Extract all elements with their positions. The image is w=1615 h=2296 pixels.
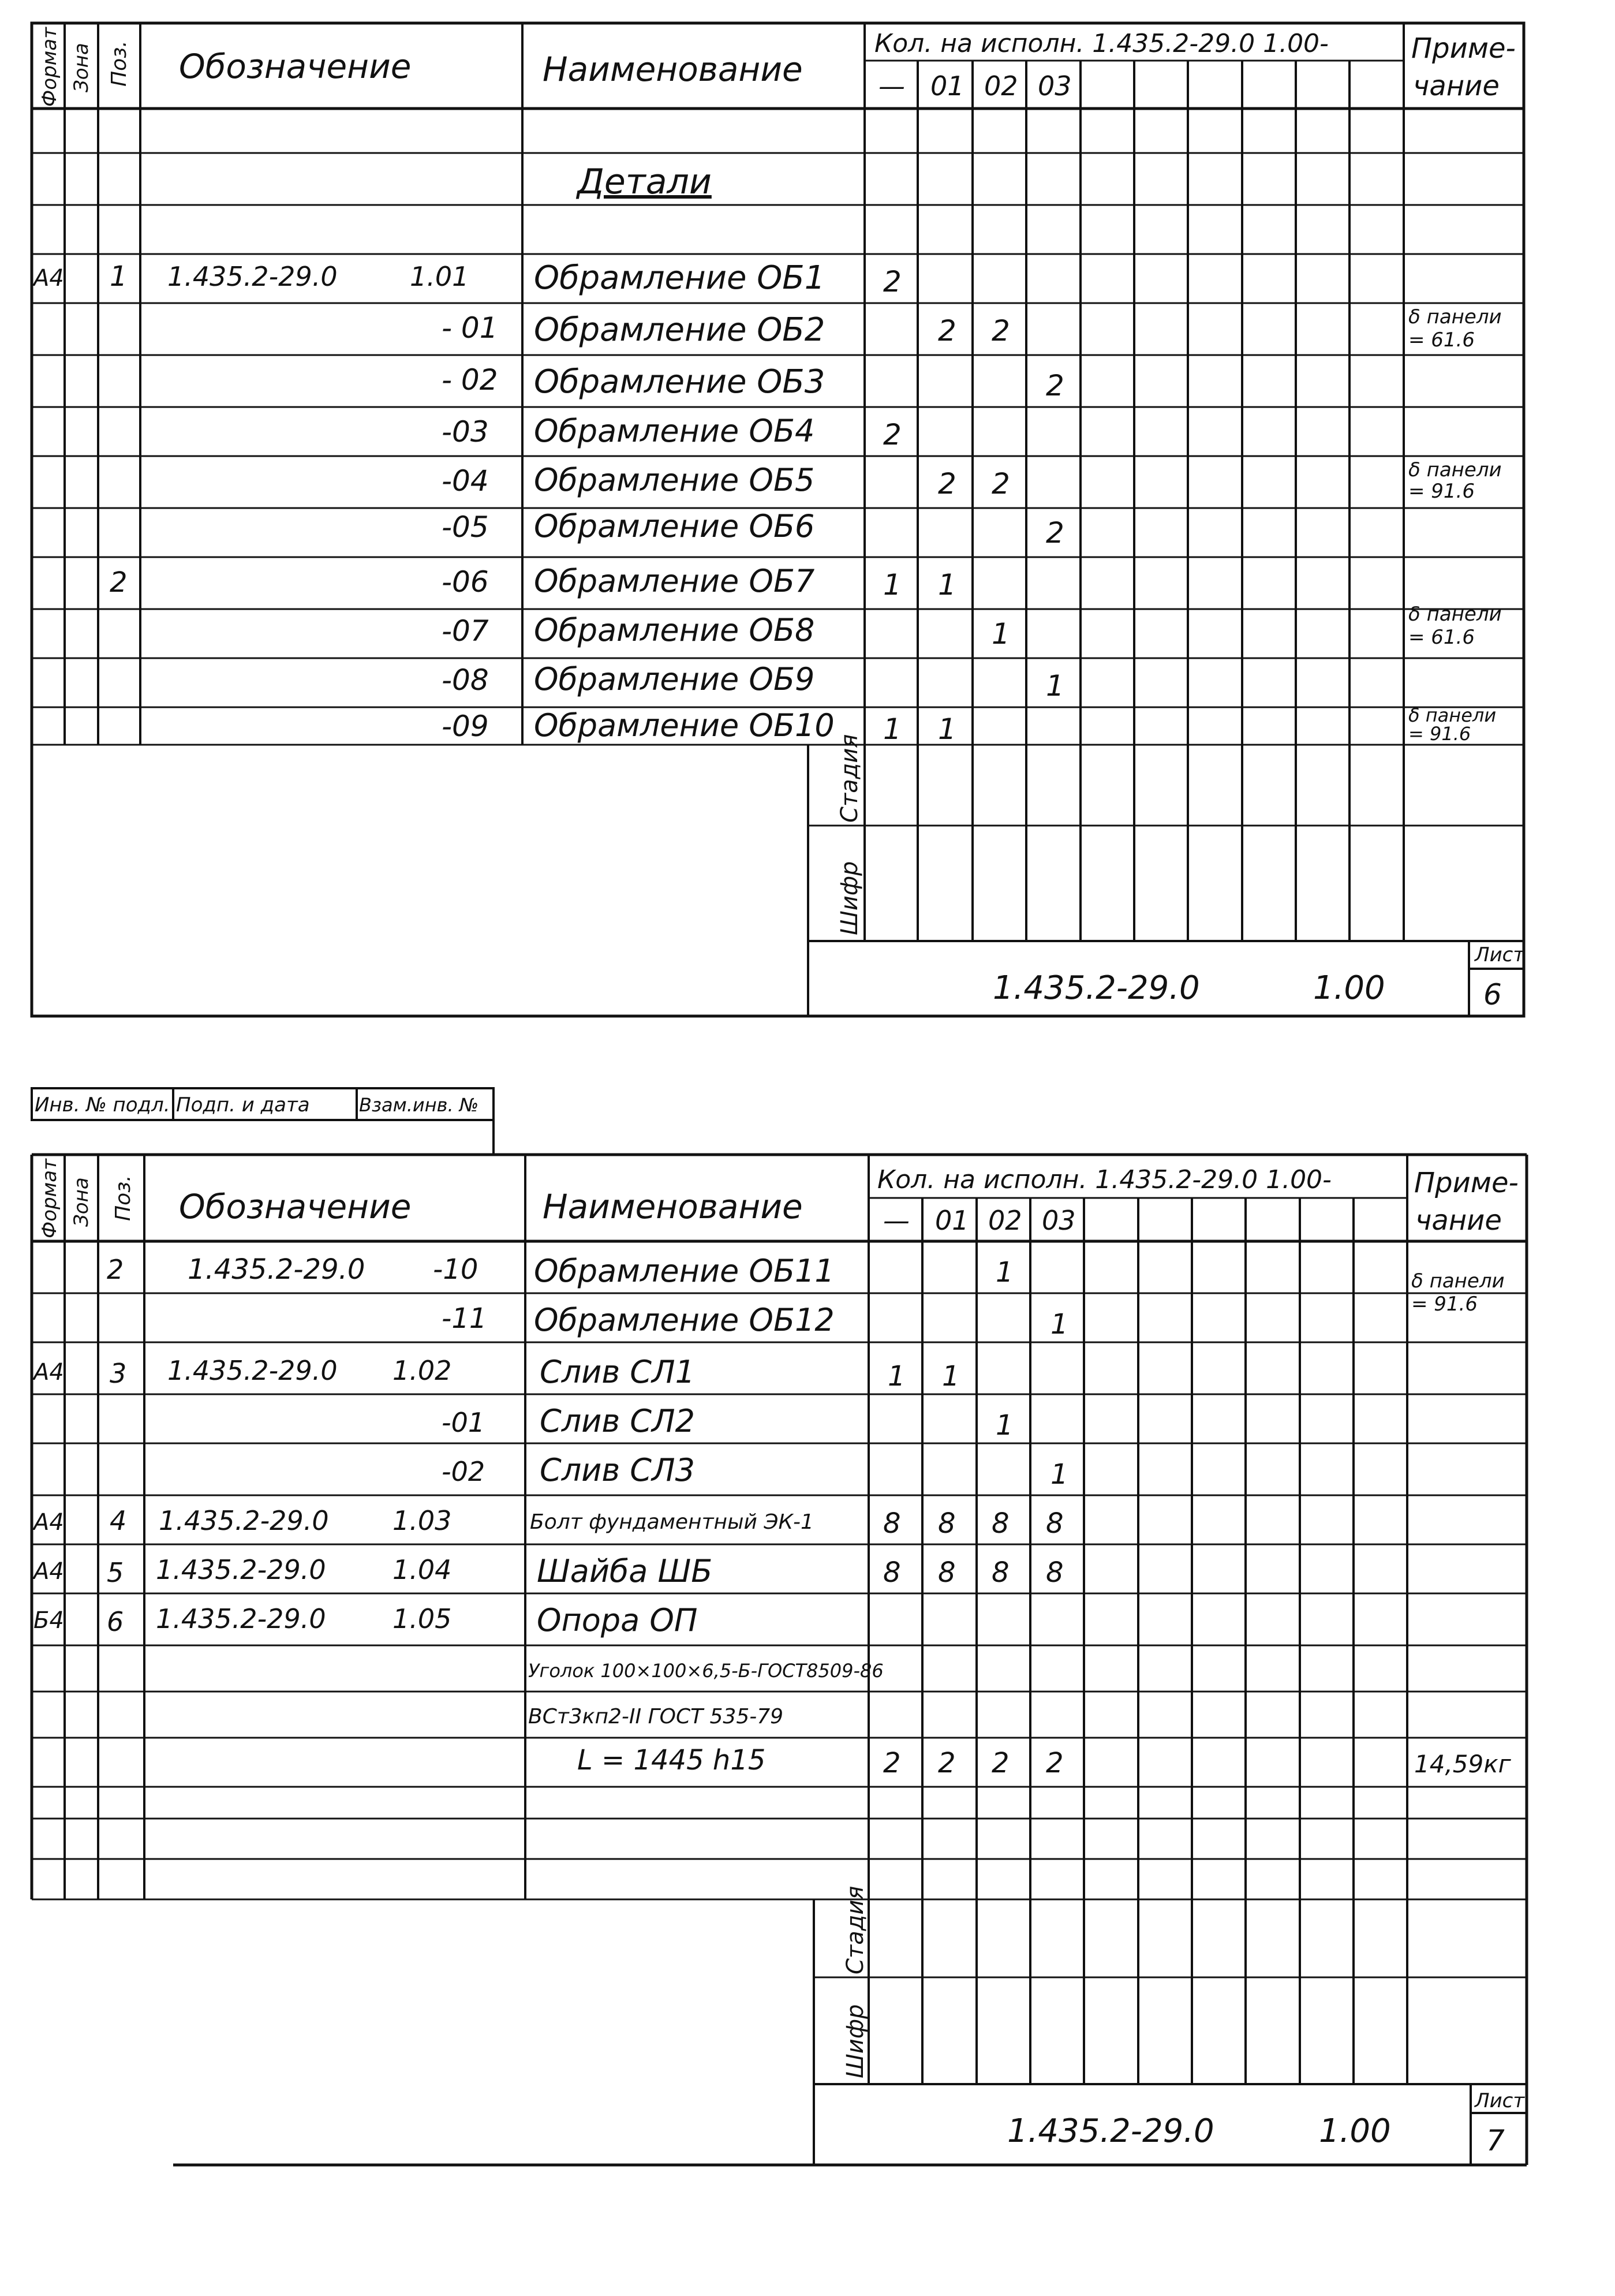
s6-row7-pos: 2 <box>110 566 128 599</box>
s7-row6-des-suffix: 1.03 <box>392 1505 452 1536</box>
s6-row2-q1: 2 <box>938 314 956 348</box>
s6-row9-name: Обрамление ОБ9 <box>534 661 815 697</box>
s6-sheet-label: Лист <box>1475 943 1525 966</box>
s6-stage-label: Стадия <box>836 734 863 823</box>
stamp-inv-label: Инв. № подл. <box>35 1093 170 1117</box>
s6-row5-q1: 2 <box>938 467 956 501</box>
s7-row8-format: Б4 <box>33 1607 64 1634</box>
s6-row1-des-main: 1.435.2-29.0 <box>167 261 338 292</box>
s7-row8-des-suffix: 1.05 <box>392 1603 452 1634</box>
s7-exec-label-02: 02 <box>988 1205 1022 1236</box>
s7-row4-q2: 1 <box>996 1409 1014 1442</box>
s7-row11-q3: 2 <box>1046 1747 1064 1779</box>
s7-row6-q0: 8 <box>883 1507 901 1540</box>
s7-row3-des-suffix: 1.02 <box>392 1355 452 1386</box>
s6-row2-name: Обрамление ОБ2 <box>534 311 825 349</box>
s6-row3-name: Обрамление ОБ3 <box>534 363 825 401</box>
s7-row2-des-suffix: -11 <box>442 1302 487 1335</box>
s7-header-note-2: чание <box>1415 1204 1502 1237</box>
s6-row10-des-suffix: -09 <box>442 710 489 743</box>
s7-row6-des-main: 1.435.2-29.0 <box>159 1505 329 1536</box>
s7-row4-name: Слив СЛ2 <box>540 1403 695 1439</box>
s6-row6-name: Обрамление ОБ6 <box>534 508 815 544</box>
s7-sheet-label: Лист <box>1475 2089 1525 2112</box>
s6-row6-des-suffix: -05 <box>442 510 489 544</box>
s6-note2-l1: δ панели <box>1408 458 1502 481</box>
s6-row10-q0: 1 <box>883 712 902 746</box>
s7-row3-format: А4 <box>33 1359 64 1386</box>
s7-row11-q1: 2 <box>938 1747 956 1779</box>
s6-row1-pos: 1 <box>110 260 128 293</box>
s7-row7-q2: 8 <box>992 1556 1010 1589</box>
s7-sheet-number: 7 <box>1486 2124 1505 2157</box>
s6-row8-des-suffix: -07 <box>442 614 489 648</box>
s6-row4-name: Обрамление ОБ4 <box>534 413 815 449</box>
s7-row6-format: А4 <box>33 1509 64 1536</box>
s7-row7-name: Шайба ШБ <box>537 1553 713 1589</box>
s7-cipher-label: Шифр <box>842 2004 869 2078</box>
s6-row7-des-suffix: -06 <box>442 565 489 599</box>
header-zone: Зона <box>70 43 93 92</box>
s6-cipher-label: Шифр <box>836 861 863 935</box>
sheet-7 <box>32 1155 1527 2165</box>
s7-row4-des-suffix: -01 <box>442 1407 485 1438</box>
s6-row1-name: Обрамление ОБ1 <box>534 259 825 297</box>
s7-row7-des-suffix: 1.04 <box>392 1554 452 1585</box>
s6-row2-des-suffix: - 01 <box>442 311 498 345</box>
s6-row3-des-suffix: - 02 <box>442 363 498 397</box>
s6-row6-q3: 2 <box>1046 516 1064 550</box>
s6-row5-name: Обрамление ОБ5 <box>534 462 815 498</box>
s7-header-zone: Зона <box>70 1177 93 1227</box>
s7-row6-q3: 8 <box>1046 1507 1064 1540</box>
s7-doc-code: 1.435.2-29.0 <box>1007 2112 1214 2150</box>
s6-note1-l2: = 61.6 <box>1408 328 1475 352</box>
s6-row1-q0: 2 <box>883 265 902 298</box>
s7-header-name: Наименование <box>543 1187 803 1226</box>
s7-row7-format: А4 <box>33 1558 64 1585</box>
s6-row10-q1: 1 <box>938 712 956 746</box>
s7-row3-q1: 1 <box>942 1360 960 1392</box>
header-position: Поз. <box>107 40 131 87</box>
s7-doc-version: 1.00 <box>1319 2112 1391 2150</box>
s7-row7-des-main: 1.435.2-29.0 <box>156 1554 326 1585</box>
s7-stage-label: Стадия <box>842 1886 869 1974</box>
s7-row3-pos: 3 <box>110 1358 127 1389</box>
s7-row9-name: Уголок 100×100×6,5-Б-ГОСТ8509-86 <box>528 1660 884 1682</box>
s7-header-position: Поз. <box>111 1175 135 1221</box>
s6-row3-q3: 2 <box>1046 369 1064 402</box>
s7-row8-des-main: 1.435.2-29.0 <box>156 1603 326 1634</box>
stamp-sign-label: Подп. и дата <box>176 1093 310 1117</box>
s7-row1-q2: 1 <box>996 1256 1014 1289</box>
s7-note1-l2: = 91.6 <box>1411 1293 1478 1316</box>
s7-note1-l1: δ панели <box>1411 1270 1505 1293</box>
header-format: Формат <box>38 27 61 107</box>
s6-row10-name: Обрамление ОБ10 <box>534 707 835 744</box>
s7-row3-q0: 1 <box>888 1360 906 1392</box>
s7-row1-des-main: 1.435.2-29.0 <box>188 1253 365 1286</box>
s6-row1-format: А4 <box>33 265 64 292</box>
s6-row4-q0: 2 <box>883 418 902 451</box>
s7-row7-q3: 8 <box>1046 1556 1064 1589</box>
s7-row1-name: Обрамление ОБ11 <box>534 1253 835 1289</box>
s7-row7-q0: 8 <box>883 1556 901 1589</box>
s7-row5-des-suffix: -02 <box>442 1456 485 1487</box>
s6-row4-des-suffix: -03 <box>442 415 489 449</box>
s7-exec-label-03: 03 <box>1042 1205 1076 1236</box>
s7-row6-q2: 8 <box>992 1507 1010 1540</box>
s7-row6-q1: 8 <box>938 1507 956 1540</box>
s6-row7-name: Обрамление ОБ7 <box>534 563 815 599</box>
s6-row9-des-suffix: -08 <box>442 663 489 697</box>
s7-row3-des-main: 1.435.2-29.0 <box>167 1355 338 1386</box>
s7-exec-label-base: — <box>883 1205 910 1236</box>
s7-row11-q0: 2 <box>883 1747 901 1779</box>
header-qty-title: Кол. на исполн. 1.435.2-29.0 1.00- <box>874 29 1329 58</box>
s6-note3-l2: = 61.6 <box>1408 626 1475 649</box>
s6-sheet-number: 6 <box>1483 978 1502 1011</box>
s6-row5-des-suffix: -04 <box>442 464 489 498</box>
s7-row8-pos: 6 <box>107 1606 124 1637</box>
s7-row2-q3: 1 <box>1051 1308 1068 1341</box>
s7-row11-q2: 2 <box>992 1747 1010 1779</box>
s7-header-designation: Обозначение <box>179 1187 412 1226</box>
s6-row9-q3: 1 <box>1046 669 1064 703</box>
header-designation: Обозначение <box>179 47 412 86</box>
s6-row7-q0: 1 <box>883 568 902 602</box>
s6-note4-l2: = 91.6 <box>1408 723 1471 745</box>
s6-row5-q2: 2 <box>992 467 1010 501</box>
s7-row7-pos: 5 <box>107 1557 124 1588</box>
stamp-replace-label: Взам.инв. № <box>359 1094 479 1116</box>
section-title: Детали <box>577 162 712 202</box>
s6-note4-l1: δ панели <box>1408 704 1497 726</box>
s6-row1-des-suffix: 1.01 <box>410 261 469 292</box>
s7-row1-des-suffix: -10 <box>433 1253 478 1286</box>
s6-doc-code: 1.435.2-29.0 <box>993 969 1200 1007</box>
s6-row2-q2: 2 <box>992 314 1010 348</box>
s6-row8-q2: 1 <box>992 617 1010 651</box>
s7-row11-name: L = 1445 h15 <box>577 1744 766 1776</box>
s7-row6-pos: 4 <box>110 1505 127 1536</box>
s7-row2-name: Обрамление ОБ12 <box>534 1302 835 1338</box>
s7-row10-name: ВСт3кп2-II ГОСТ 535-79 <box>528 1705 784 1728</box>
s7-row6-name: Болт фундаментный ЭК-1 <box>530 1510 814 1534</box>
s7-header-format: Формат <box>38 1159 61 1238</box>
s7-row3-name: Слив СЛ1 <box>540 1354 695 1390</box>
header-name: Наименование <box>543 50 803 89</box>
s7-row8-name: Опора ОП <box>537 1602 698 1638</box>
s7-row5-name: Слив СЛ3 <box>540 1452 695 1488</box>
s6-note3-l1: δ панели <box>1408 603 1502 626</box>
sheet-6 <box>32 23 1525 1016</box>
s7-header-note-1: Приме- <box>1414 1167 1519 1199</box>
s7-exec-label-01: 01 <box>935 1205 969 1236</box>
s6-row7-q1: 1 <box>938 568 956 602</box>
exec-label-base: — <box>878 70 905 102</box>
exec-label-02: 02 <box>984 70 1018 102</box>
s7-row1-pos: 2 <box>107 1254 124 1285</box>
s6-note2-l2: = 91.6 <box>1408 480 1475 503</box>
header-note-2: чание <box>1413 70 1500 102</box>
s6-row8-name: Обрамление ОБ8 <box>534 612 815 648</box>
s7-header-qty-title: Кол. на исполн. 1.435.2-29.0 1.00- <box>877 1165 1332 1194</box>
s6-note1-l1: δ панели <box>1408 305 1502 328</box>
exec-label-01: 01 <box>930 70 964 102</box>
header-note-1: Приме- <box>1411 32 1516 65</box>
exec-label-03: 03 <box>1038 70 1072 102</box>
s7-note2-l1: 14,59кг <box>1414 1750 1511 1778</box>
s7-row7-q1: 8 <box>938 1556 956 1589</box>
s6-doc-version: 1.00 <box>1313 969 1385 1007</box>
stamp-strip <box>32 1088 494 1155</box>
s7-row5-q3: 1 <box>1051 1458 1068 1491</box>
